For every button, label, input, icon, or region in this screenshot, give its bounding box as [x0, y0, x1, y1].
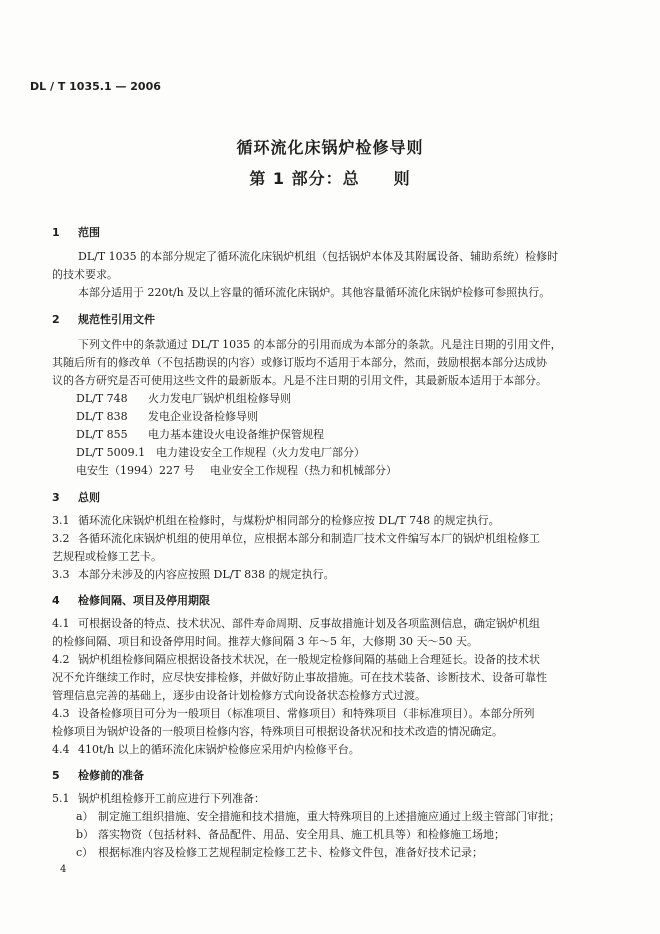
clause-number: 4.3 [52, 707, 70, 720]
list-item [76, 808, 560, 825]
clause-text: 可根据设备的特点、技术状况、部件寿命周期、反事故措施计划及各项监测信息，确定锅炉机组 [78, 617, 540, 630]
section-title: 检修前的准备 [78, 769, 144, 782]
clause-text: 设备检修项目可分为一般项目（标准项目、常修项目）和特殊项目（非标准项目）。本部分所列 [78, 707, 535, 720]
list-item [76, 844, 483, 861]
document-title: 循环流化床锅炉检修导则 [236, 138, 424, 157]
section-heading-2 [52, 311, 155, 327]
clause-text: 410t/h 以上的循环流化床锅炉检修应采用炉内检修平台。 [78, 743, 360, 756]
reference-code: DL/T 748 [76, 392, 128, 405]
reference-code: DL/T 838 [76, 410, 128, 423]
section-title: 规范性引用文件 [78, 313, 155, 326]
section-number: 5 [52, 769, 60, 782]
clause [52, 566, 335, 583]
paragraph-line: 议的各方研究是否可使用这些文件的最新版本。凡是不注日期的引用文件，其最新版本适用于本部分。 [52, 374, 547, 387]
clause-text: 本部分未涉及的内容应按照 DL/T 838 的规定执行。 [78, 568, 335, 581]
clause-number: 5.1 [52, 792, 70, 805]
list-item-label: c） [76, 846, 94, 859]
paragraph-line: 下列文件中的条款通过 DL/T 1035 的本部分的引用而成为本部分的条款。凡是注日期的引用文件， [78, 338, 562, 351]
clause-number: 3.2 [52, 532, 70, 545]
clause-number: 3.1 [52, 514, 70, 527]
reference-item [76, 426, 324, 443]
clause [52, 530, 540, 547]
reference-title: 发电企业设备检修导则 [148, 410, 258, 423]
section-heading-1 [52, 224, 100, 240]
clause [52, 790, 265, 807]
list-item-label: b） [76, 828, 95, 841]
standard-code: DL / T 1035.1 — 2006 [30, 80, 161, 93]
clause-text: 锅炉机组检修开工前应进行下列准备： [78, 792, 265, 805]
paragraph-line: 况不允许继续工作时，应尽快安排检修，并做好防止事故措施。可在技术装备、诊断技术、设备可靠性 [52, 671, 547, 684]
paragraph-line: 的技术要求。 [52, 268, 118, 281]
list-item [76, 826, 505, 843]
clause [52, 705, 535, 722]
paragraph-line: DL/T 1035 的本部分规定了循环流化床锅炉机组（包括锅炉本体及其附属设备、辅助系统）检修时 [78, 250, 559, 263]
clause [52, 512, 500, 529]
paragraph-line: 管理信息完善的基础上，逐步由设备计划检修方式向设备状态检修方式过渡。 [52, 689, 426, 702]
reference-item [76, 408, 258, 425]
clause-number: 4.1 [52, 617, 70, 630]
list-item-text: 根据标准内容及检修工艺规程制定检修工艺卡、检修文件包，准备好技术记录； [98, 846, 483, 859]
page-number: 4 [60, 864, 67, 875]
reference-code: 电安生（1994）227 号 [76, 464, 195, 477]
section-number: 1 [52, 226, 60, 239]
clause-number: 4.2 [52, 653, 70, 666]
reference-title: 电力建设安全工作规程（火力发电厂部分） [156, 446, 365, 459]
clause-number: 3.3 [52, 568, 70, 581]
clause-text: 各循环流化床锅炉机组的使用单位，应根据本部分和制造厂技术文件编写本厂的锅炉机组检修工 [78, 532, 540, 545]
section-title: 检修间隔、项目及停用期限 [78, 594, 210, 607]
section-title: 范围 [78, 226, 100, 239]
paragraph-line: 艺规程或检修工艺卡。 [52, 550, 162, 563]
clause-text: 循环流化床锅炉机组在检修时，与煤粉炉相同部分的检修应按 DL/T 748 的规定执行。 [78, 514, 500, 527]
list-item-text: 落实物资（包括材料、备品配件、用品、安全用具、施工机具等）和检修施工场地； [98, 828, 505, 841]
clause-text: 锅炉机组检修间隔应根据设备技术状况，在一般规定检修间隔的基础上合理延长。设备的技术状 [78, 653, 540, 666]
section-number: 3 [52, 491, 60, 504]
clause [52, 741, 360, 758]
section-title: 总则 [78, 491, 100, 504]
section-heading-4 [52, 592, 210, 608]
reference-title: 火力发电厂锅炉机组检修导则 [148, 392, 291, 405]
paragraph-line: 的检修间隔、项目和设备停用时间。推荐大修间隔 3 年～5 年，大修期 30 天～50 天。 [52, 635, 478, 648]
section-number: 4 [52, 594, 60, 607]
clause [52, 651, 540, 668]
section-heading-3 [52, 489, 100, 505]
reference-item [76, 444, 365, 461]
reference-title: 电业安全工作规程（热力和机械部分） [210, 464, 397, 477]
clause [52, 615, 540, 632]
reference-item [76, 462, 397, 479]
reference-item [76, 390, 291, 407]
list-item-text: 制定施工组织措施、安全措施和技术措施，重大特殊项目的上述措施应通过上级主管部门审批； [98, 810, 560, 823]
reference-code: DL/T 5009.1 [76, 446, 146, 459]
paragraph-line: 检修项目为锅炉设备的一般项目检修内容，特殊项目可根据设备状况和技术改造的情况确定。 [52, 725, 503, 738]
document-subtitle: 第 1 部分：总 则 [249, 169, 411, 188]
section-heading-5 [52, 767, 144, 783]
section-number: 2 [52, 313, 60, 326]
paragraph-line: 本部分适用于 220t/h 及以上容量的循环流化床锅炉。其他容量循环流化床锅炉检修可参照执行。 [78, 286, 551, 299]
list-item-label: a） [76, 810, 94, 823]
clause-number: 4.4 [52, 743, 70, 756]
reference-title: 电力基本建设火电设备维护保管规程 [148, 428, 324, 441]
paragraph-line: 其随后所有的修改单（不包括勘误的内容）或修订版均不适用于本部分，然而，鼓励根据本部分达成协 [52, 356, 547, 369]
reference-code: DL/T 855 [76, 428, 128, 441]
